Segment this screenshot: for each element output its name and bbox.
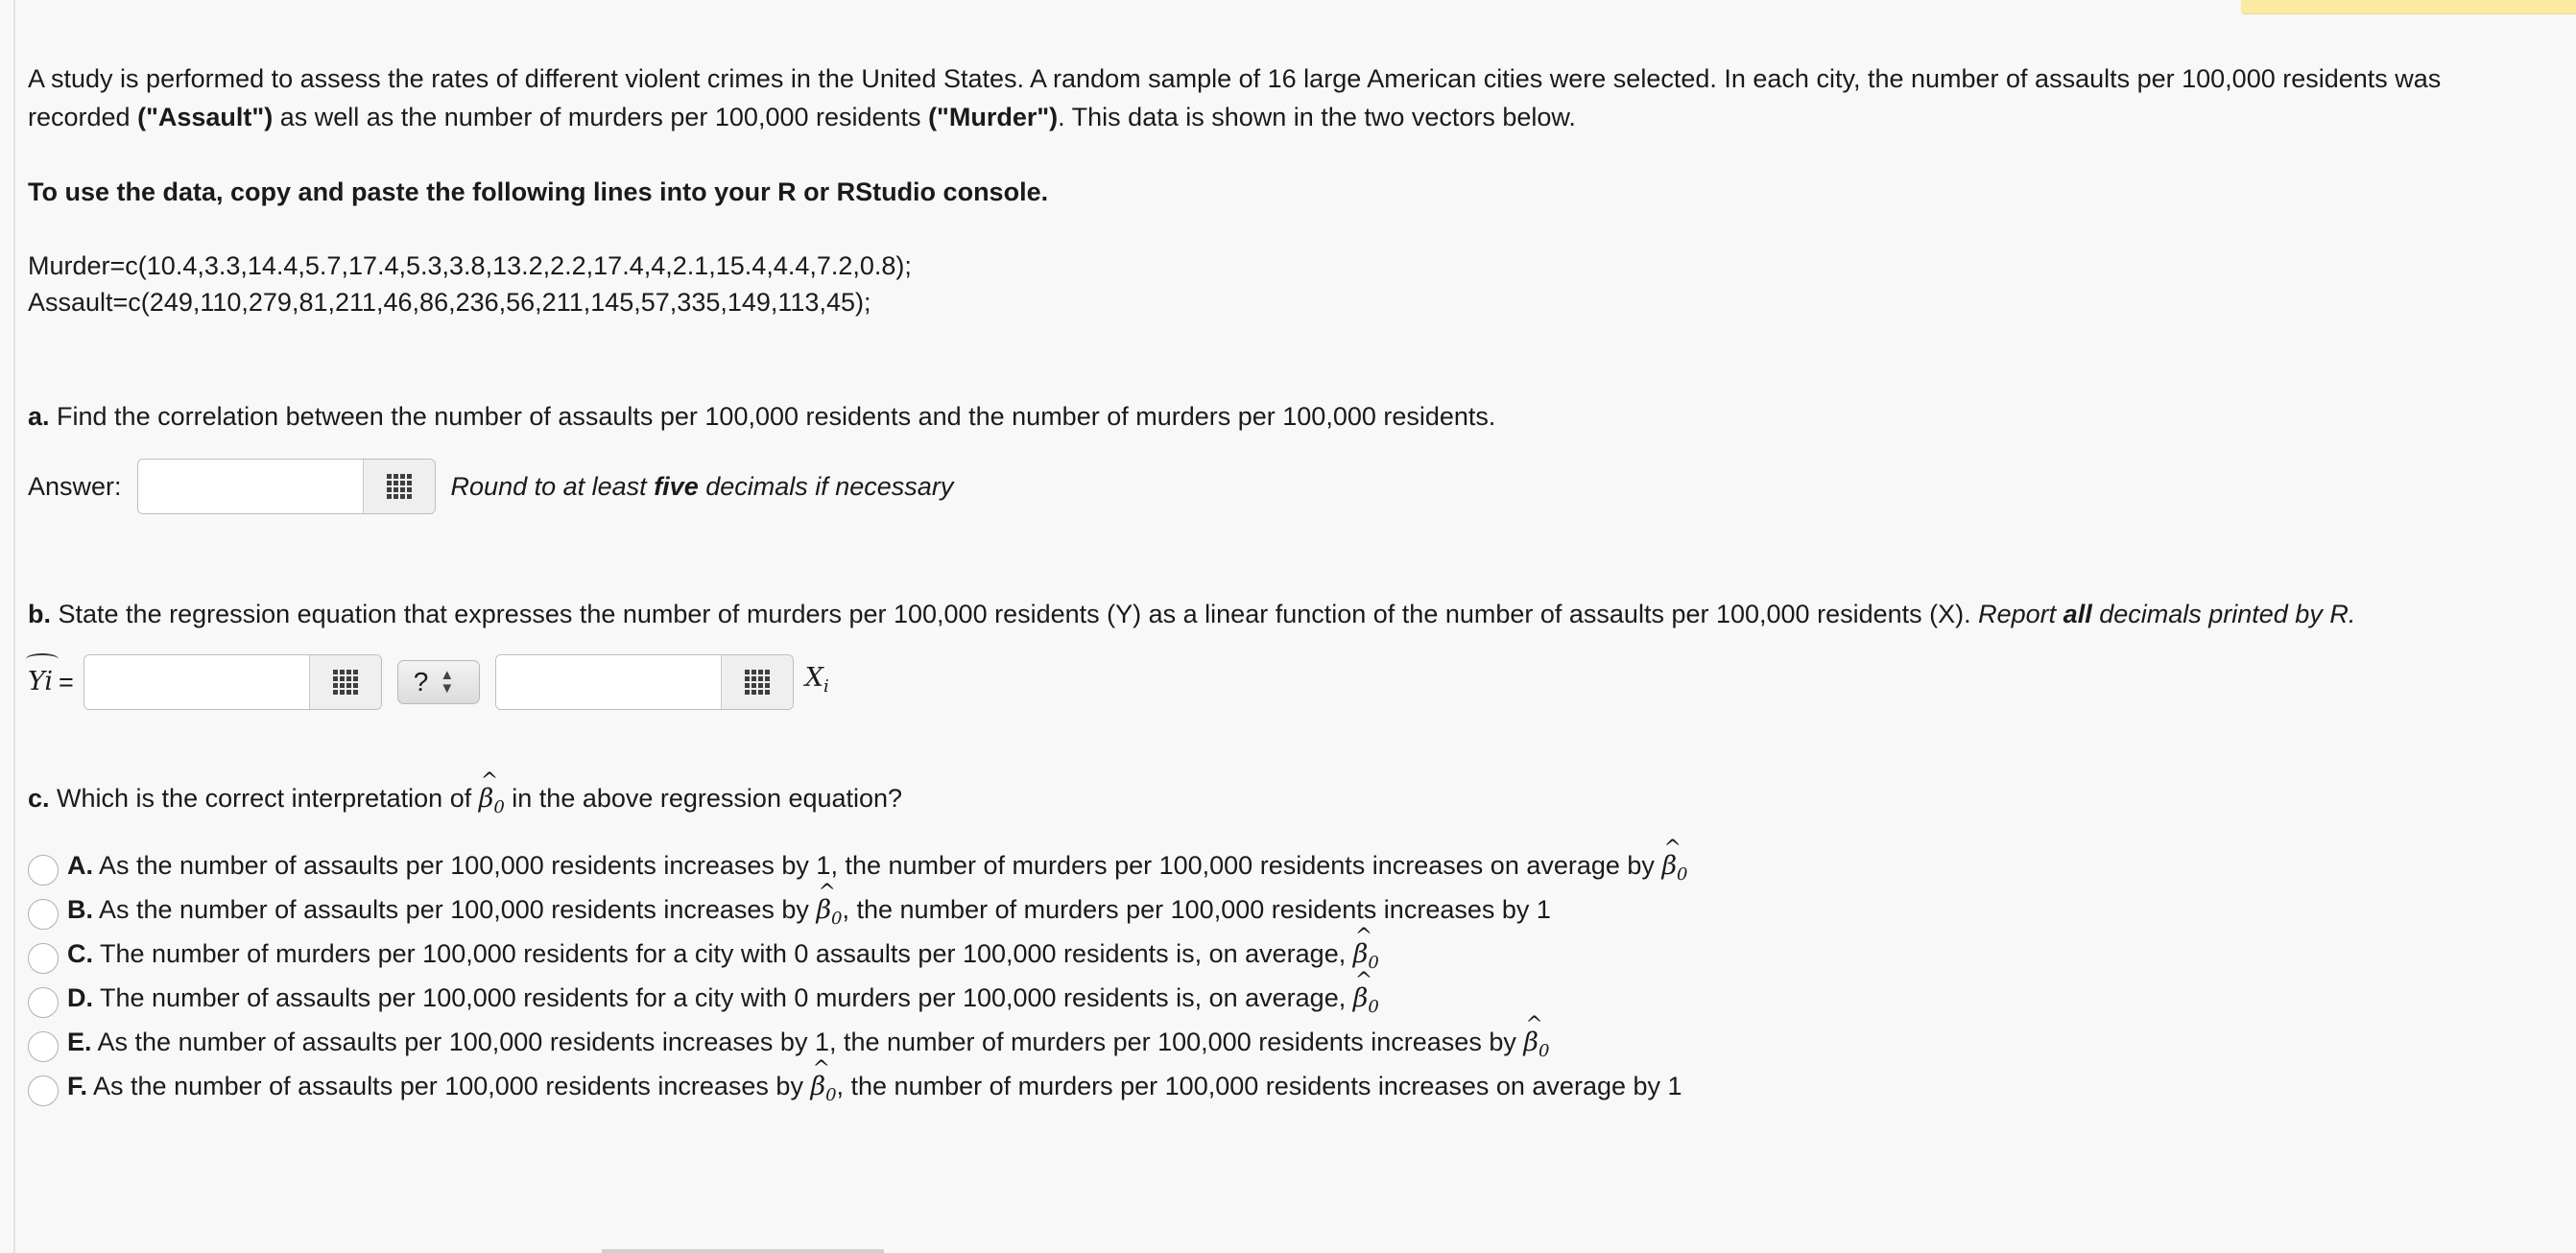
top-note-tab[interactable] [2241,0,2576,14]
beta-zero-symbol: ^ $\beta_0$ [810,1068,836,1115]
intercept-input[interactable] [84,655,309,709]
bottom-scroll-stub [602,1249,884,1253]
instruction-text: To use the data, copy and paste the following lines into your R or RStudio console. [28,177,1049,206]
assault-vector[interactable]: Assault=c(249,110,279,81,211,46,86,236,56,211,145,57,335,149,113,45); [28,288,871,317]
slope-keypad-button[interactable] [721,655,793,709]
part-b-question: b. State the regression equation that expresses the number of murders per 100,000 residents (Y) as a linear function of the number of assaults per 100,000 residents (X). Report all decimals printed by R. [28,600,2356,628]
keypad-grid-icon [387,474,412,499]
option-c-radio[interactable] [28,943,59,974]
part-a-question: a. Find the correlation between the number of assaults per 100,000 residents and the number of murders per 100,000 residents. [28,402,1496,431]
regression-equation-row [28,652,2562,712]
keypad-grid-icon [745,670,770,695]
part-a-answer-row [28,457,2562,516]
left-border [13,0,15,1253]
select-arrows-icon: ▲ ▼ [440,667,455,697]
murder-vector[interactable]: Murder=c(10.4,3.3,14.4,5.7,17.4,5.3,3.8,13.2,2.2,17.4,4,2.1,15.4,4.4,7.2,0.8); [28,251,912,280]
option-a[interactable]: A. As the number of assaults per 100,000 residents increases by 1, the number of murders per 100,000 residents increases on average by ^ $\beta_0$ [28,848,2562,892]
x-variable: $X_i$ [804,662,829,697]
rounding-hint: Round to at least five decimals if necessary [450,472,954,501]
option-d-radio[interactable] [28,987,59,1018]
y-hat-symbol: Yi [28,663,53,701]
option-e[interactable]: E. As the number of assaults per 100,000 residents increases by 1, the number of murders per 100,000 residents increases by ^ $\beta_0$ [28,1025,2562,1069]
option-e-radio[interactable] [28,1031,59,1062]
keypad-grid-icon [333,670,358,695]
slope-input-group [495,654,794,710]
beta-zero-symbol: ^ $\beta_0$ [1353,935,1379,982]
option-f-radio[interactable] [28,1076,59,1106]
option-b[interactable]: B. As the number of assaults per 100,000 residents increases by ^ $\beta_0$, the number of murders per 100,000 residents increases by 1 [28,892,2562,936]
beta-zero-symbol: ^ $\beta_0$ [816,891,842,938]
option-b-radio[interactable] [28,899,59,930]
answer-label: Answer: [28,472,122,501]
option-c[interactable]: C. The number of murders per 100,000 residents for a city with 0 assaults per 100,000 residents is, on average, ^ $\beta_0$ [28,936,2562,981]
intro-paragraph: A study is performed to assess the rates of different violent crimes in the United States. A random sample of 16 large American cities were selected. In each city, the number of assaults per 100,000 residents was recorded ("Assault") as well as the number of murders per 100,000 residents ("Murder"). This data is shown in the two vectors below. [28,64,2442,131]
beta-zero-symbol: ^ $\beta_0$ [1353,980,1379,1027]
slope-input[interactable] [496,655,721,709]
intercept-keypad-button[interactable] [309,655,381,709]
part-c-options [28,848,2562,1113]
option-f[interactable]: F. As the number of assaults per 100,000 residents increases by ^ $\beta_0$, the number of murders per 100,000 residents increases on average by 1 [28,1069,2562,1113]
option-d[interactable]: D. The number of assaults per 100,000 residents for a city with 0 murders per 100,000 residents is, on average, ^ $\beta_0$ [28,981,2562,1025]
sign-select[interactable]: ? ▲ ▼ [397,660,480,704]
correlation-keypad-button[interactable] [363,460,435,513]
correlation-input-group [137,459,436,514]
r-code-block[interactable] [28,248,2562,320]
beta-zero-symbol: ^ $\beta_0$ [1523,1024,1549,1071]
option-a-radio[interactable] [28,855,59,886]
part-c-question: c. Which is the correct interpretation of ^ $\beta_0$ in the above regression equation? [28,779,2562,827]
equals-sign: = [59,668,74,697]
correlation-input[interactable] [138,460,363,513]
question-content [28,59,2562,1113]
beta-zero-symbol: ^ $\beta_0$ [1661,847,1687,894]
beta-zero-symbol: ^ $\beta_0$ [479,780,505,827]
intercept-input-group [83,654,382,710]
